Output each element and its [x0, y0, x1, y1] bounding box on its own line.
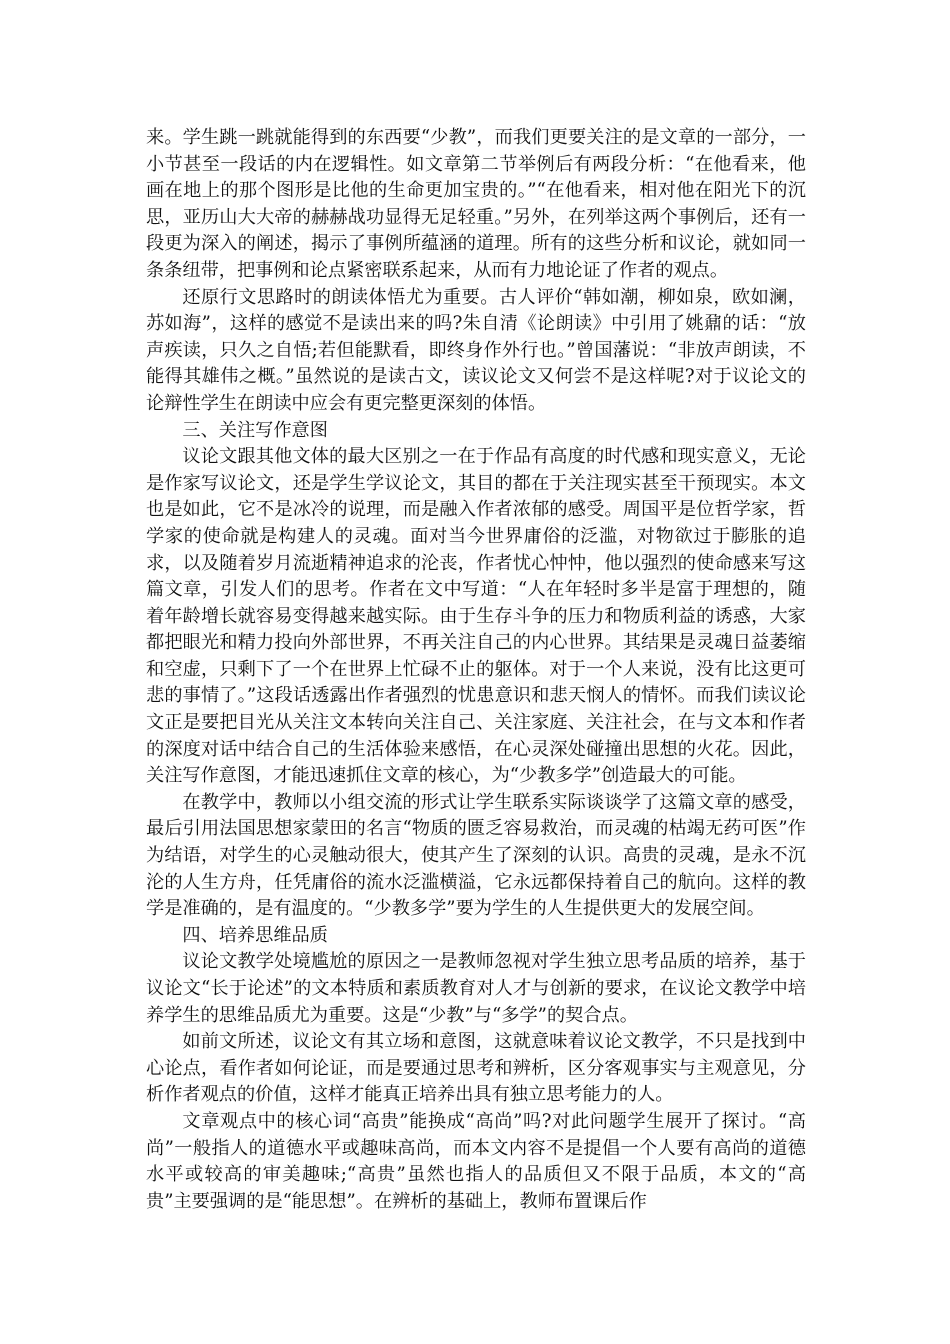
paragraph-reading-aloud: 还原行文思路时的朗读体悟尤为重要。古人评价“韩如潮，柳如泉，欧如澜，苏如海”，这样的感觉不是读出来的吗?朱自清《论朗读》中引用了姚鼐的话：“放声疾读，只久之自悟;若但能默看，即终身作外行也。”曾国藩说：“非放声朗读，不能得其雄伟之概。”虽然说的是读古文，读议论文又何尝不是这样呢?对于议论文的论辩性学生在朗读中应会有更完整更深刻的体悟。: [146, 286, 806, 414]
paragraph-core-word-discussion: 文章观点中的核心词“高贵”能换成“高尚”吗?对此问题学生展开了探讨。“高尚”一般指人的道德水平或趣味高尚，而本文内容不是提倡一个人要有高尚的道德水平或较高的审美趣味;“高贵”虽然也指人的品质但又不限于品质，本文的“高贵”主要强调的是“能思想”。在辨析的基础上，教师布置课后作: [146, 1110, 806, 1212]
paragraph-continued: 来。学生跳一跳就能得到的东西要“少教”，而我们更要关注的是文章的一部分，一小节甚至一段话的内在逻辑性。如文章第二节举例后有两段分析：“在他看来，他画在地上的那个图形是比他的生命更加宝贵的。”“在他看来，相对他在阳光下的沉思，亚历山大大帝的赫赫战功显得无足轻重。”另外，在列举这两个事例后，还有一段更为深入的阐述，揭示了事例所蕴涵的道理。所有的这些分析和议论，就如同一条条纽带，把事例和论点紧密联系起来，从而有力地论证了作者的观点。: [146, 127, 806, 281]
paragraph-teaching-example: 在教学中，教师以小组交流的形式让学生联系实际谈谈学了这篇文章的感受，最后引用法国思想家蒙田的名言“物质的匮乏容易救治，而灵魂的枯竭无药可医”作为结语，对学生的心灵触动很大，使其产生了深刻的认识。高贵的灵魂，是永不沉沦的人生方舟，任凭庸俗的流水泛滥横溢，它永远都保持着自己的航向。这样的教学是准确的，是有温度的。“少教多学”要为学生的人生提供更大的发展空间。: [146, 791, 806, 920]
paragraph-writing-intent: 议论文跟其他文体的最大区别之一在于作品有高度的时代感和现实意义，无论是作家写议论文，还是学生学议论文，其目的都在于关注现实甚至干预现实。本文也是如此，它不是冰冷的说理，而是融入作者浓郁的感受。周国平是位哲学家，哲学家的使命就是构建人的灵魂。面对当今世界庸俗的泛滥，对物欲过于膨胀的追求，以及随着岁月流逝精神追求的沦丧，作者忧心忡忡，他以强烈的使命感来写这篇文章，引发人们的思考。作者在文中写道：“人在年轻时多半是富于理想的，随着年龄增长就容易变得越来越实际。由于生存斗争的压力和物质利益的诱惑，大家都把眼光和精力投向外部世界，不再关注自己的内心世界。其结果是灵魂日益萎缩和空虚，只剩下了一个在世界上忙碌不止的躯体。对于一个人来说，没有比这更可悲的事情了。”这段话透露出作者强烈的忧患意识和悲天悯人的情怀。而我们读议论文正是要把目光从关注文本转向关注自己、关注家庭、关注社会，在与文本和作者的深度对话中结合自己的生活体验来感悟，在心灵深处碰撞出思想的火花。因此，关注写作意图，才能迅速抓住文章的核心，为“少教多学”创造最大的可能。: [146, 446, 806, 787]
document-page: [146, 125, 806, 1215]
section-heading-thinking-quality: 四、培养思维品质: [182, 924, 328, 946]
paragraph-independent-thinking: 如前文所述，议论文有其立场和意图，这就意味着议论文教学，不只是找到中心论点，看作者如何论证，而是要通过思考和辨析，区分客观事实与主观意见，分析作者观点的价值，这样才能真正培养出具有独立思考能力的人。: [146, 1031, 806, 1106]
paragraph-thinking-quality: 议论文教学处境尴尬的原因之一是教师忽视对学生独立思考品质的培养，基于议论文“长于论述”的文本特质和素质教育对人才与创新的要求，在议论文教学中培养学生的思维品质尤为重要。这是“少教”与“多学”的契合点。: [146, 951, 806, 1026]
section-heading-writing-intent: 三、关注写作意图: [182, 419, 328, 441]
